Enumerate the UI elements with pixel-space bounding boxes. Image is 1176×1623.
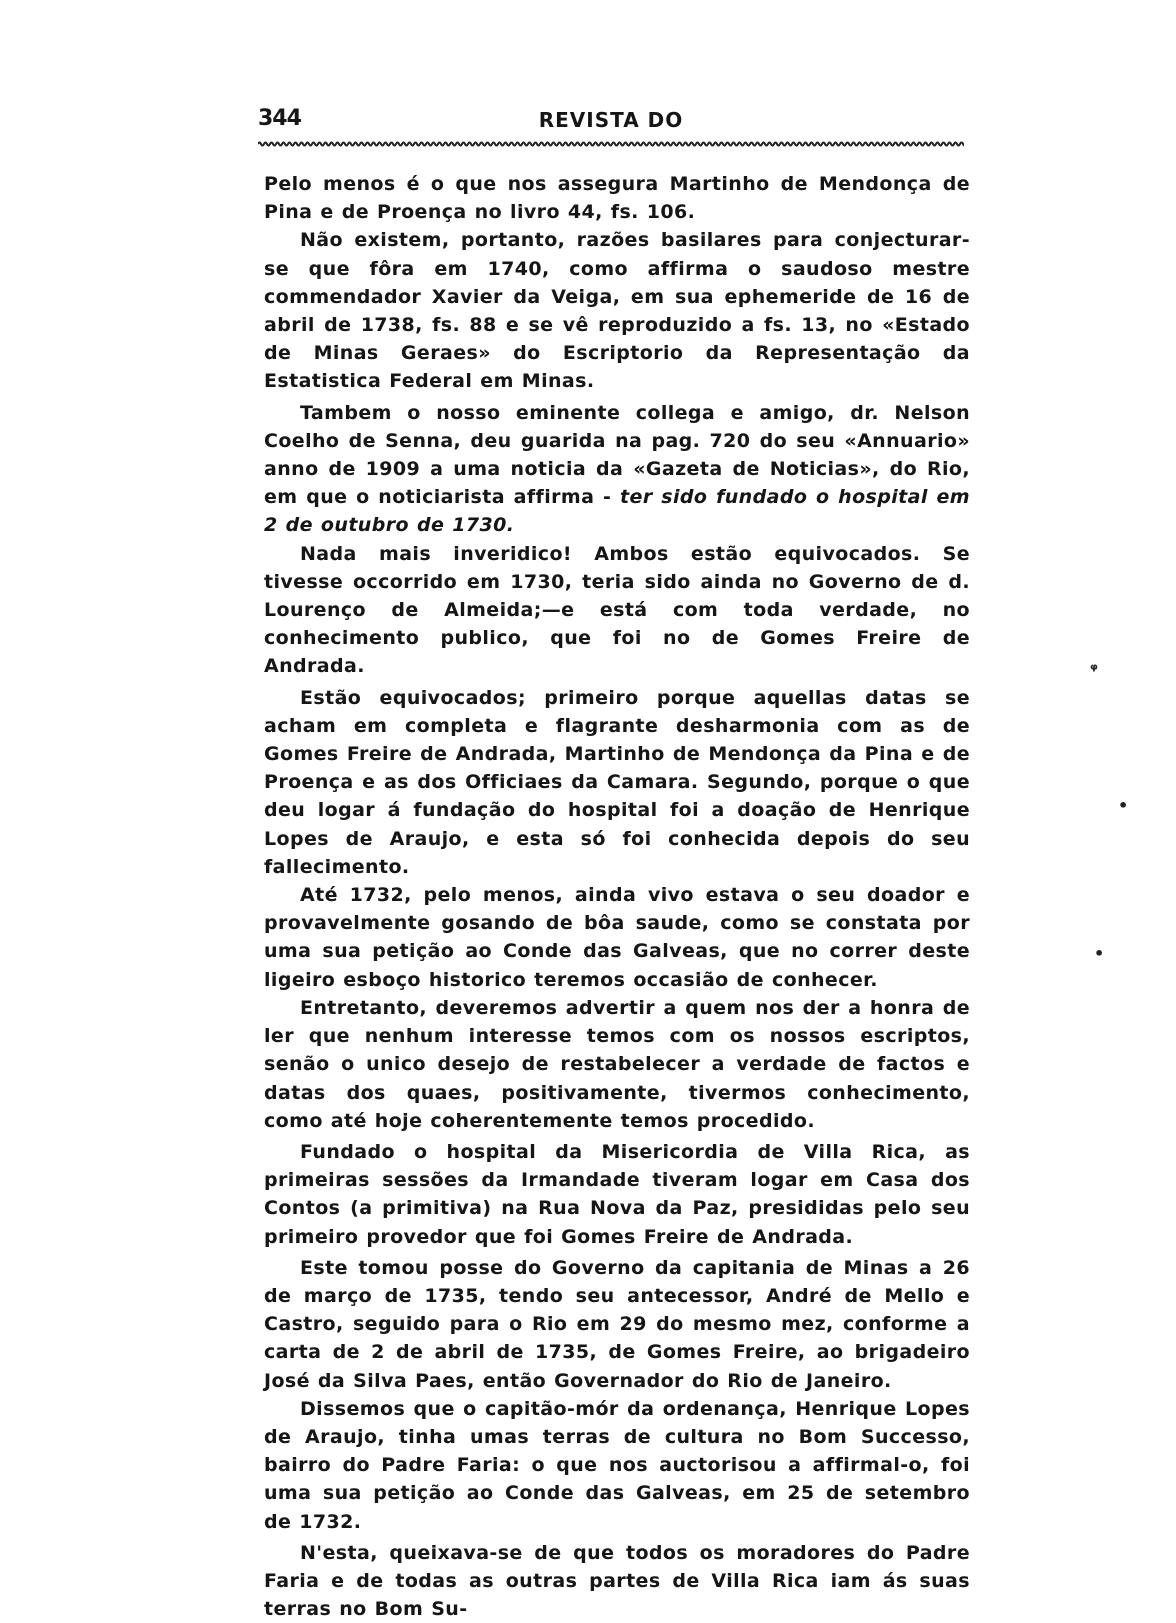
paragraph-4: Nada mais inveridico! Ambos estão equivocados. Se tivesse occorrido em 1730, teria sido ainda no Governo de d. Lourenço de Almeida;—e está com toda verdade, no conhecimento publico, que foi no de Gomes Freire de Andrada. bbox=[264, 542, 970, 678]
paragraph-2: Não existem, portanto, razões basilares para conjecturar-se que fôra em 1740, como affirma o saudoso mestre commendador Xavier da Veiga, em sua ephemeride de 16 de abril de 1738, fs. 88 e se vê reproduzido a fs. 13, no «Estado de Minas Geraes» do Escriptorio da Representação da Estatistica Federal em Minas. bbox=[264, 229, 970, 393]
paragraph-5: Estão equivocados; primeiro porque aquellas datas se acham em completa e flagrante desharmonia com as de Gomes Freire de Andrada, Martinho de Mendonça da Pina e de Proença e as dos Officiaes da Camara. Segundo, porque o que deu logar á fundação do hospital foi a doação de Henrique Lopes de Araujo, e esta só foi conhecida depois do seu fallecimento. bbox=[264, 686, 970, 878]
header-wavy-rule bbox=[258, 140, 964, 148]
paragraph-6: Até 1732, pelo menos, ainda vivo estava o seu doador e provavelmente gosando de bôa saude, como se constata por uma sua petição ao Conde das Galveas, que no correr deste ligeiro esboço historico teremos occasião de conhecer. bbox=[264, 884, 970, 991]
page-number: 344 bbox=[258, 106, 301, 131]
paragraph-3-text: Tambem o nosso eminente collega e amigo, dr. Nelson Coelho de Senna, deu guarida na pag. 720 do seu «Annuario» anno de 1909 a uma noticia da «Gazeta de Noticias», do Rio, em que o noticiarista affirma - bbox=[264, 401, 970, 509]
running-head: REVISTA DO bbox=[538, 108, 684, 132]
paragraph-10: Dissemos que o capitão-mór da ordenança, Henrique Lopes de Araujo, tinha umas terras de cultura no Bom Successo, bairro do Padre Faria: o que nos auctorisou a affirmal-o, foi uma sua petição ao Conde das Galveas, em 25 de setembro de 1732. bbox=[264, 1397, 970, 1533]
margin-ink-mark: ᵠ bbox=[1090, 660, 1098, 679]
paragraph-8: Fundado o hospital da Misericordia de Villa Rica, as primeiras sessões da Irmandade tiveram logar em Casa dos Contos (a primitiva) na Rua Nova da Paz, presididas pelo seu primeiro provedor que foi Gomes Freire de Andrada. bbox=[264, 1140, 970, 1248]
paragraph-3-italic-quote: ter sido fundado o hospital em 2 de outubro de 1730. bbox=[264, 486, 970, 537]
page-header bbox=[258, 106, 964, 136]
paragraph-1: Pelo menos é o que nos assegura Martinho de Mendonça de Pina e de Proença no livro 44, fs. 106. bbox=[264, 173, 970, 224]
paragraph-3 bbox=[264, 399, 970, 540]
paragraph-7: Entretanto, deveremos advertir a quem nos der a honra de ler que nenhum interesse temos com os nossos escriptos, senão o unico desejo de restabelecer a verdade de factos e datas dos quaes, positivamente, tivermos conhecimento, como até hoje coherentemente temos procedido. bbox=[264, 996, 970, 1132]
margin-ink-mark: • bbox=[1118, 796, 1129, 815]
paragraph-9: Este tomou posse do Governo da capitania de Minas a 26 de março de 1735, tendo seu antecessor, André de Mello e Castro, seguido para o Rio em 29 do mesmo mez, conforme a carta de 2 de abril de 1735, de Gomes Freire, ao brigadeiro José da Silva Paes, então Governador do Rio de Janeiro. bbox=[264, 1256, 970, 1392]
paragraph-11: N'esta, queixava-se de que todos os moradores do Padre Faria e de todas as outras partes de Villa Rica iam ás suas terras no Bom Su- bbox=[264, 1541, 970, 1621]
body-text bbox=[264, 170, 970, 1623]
margin-ink-mark: • bbox=[1094, 944, 1105, 963]
